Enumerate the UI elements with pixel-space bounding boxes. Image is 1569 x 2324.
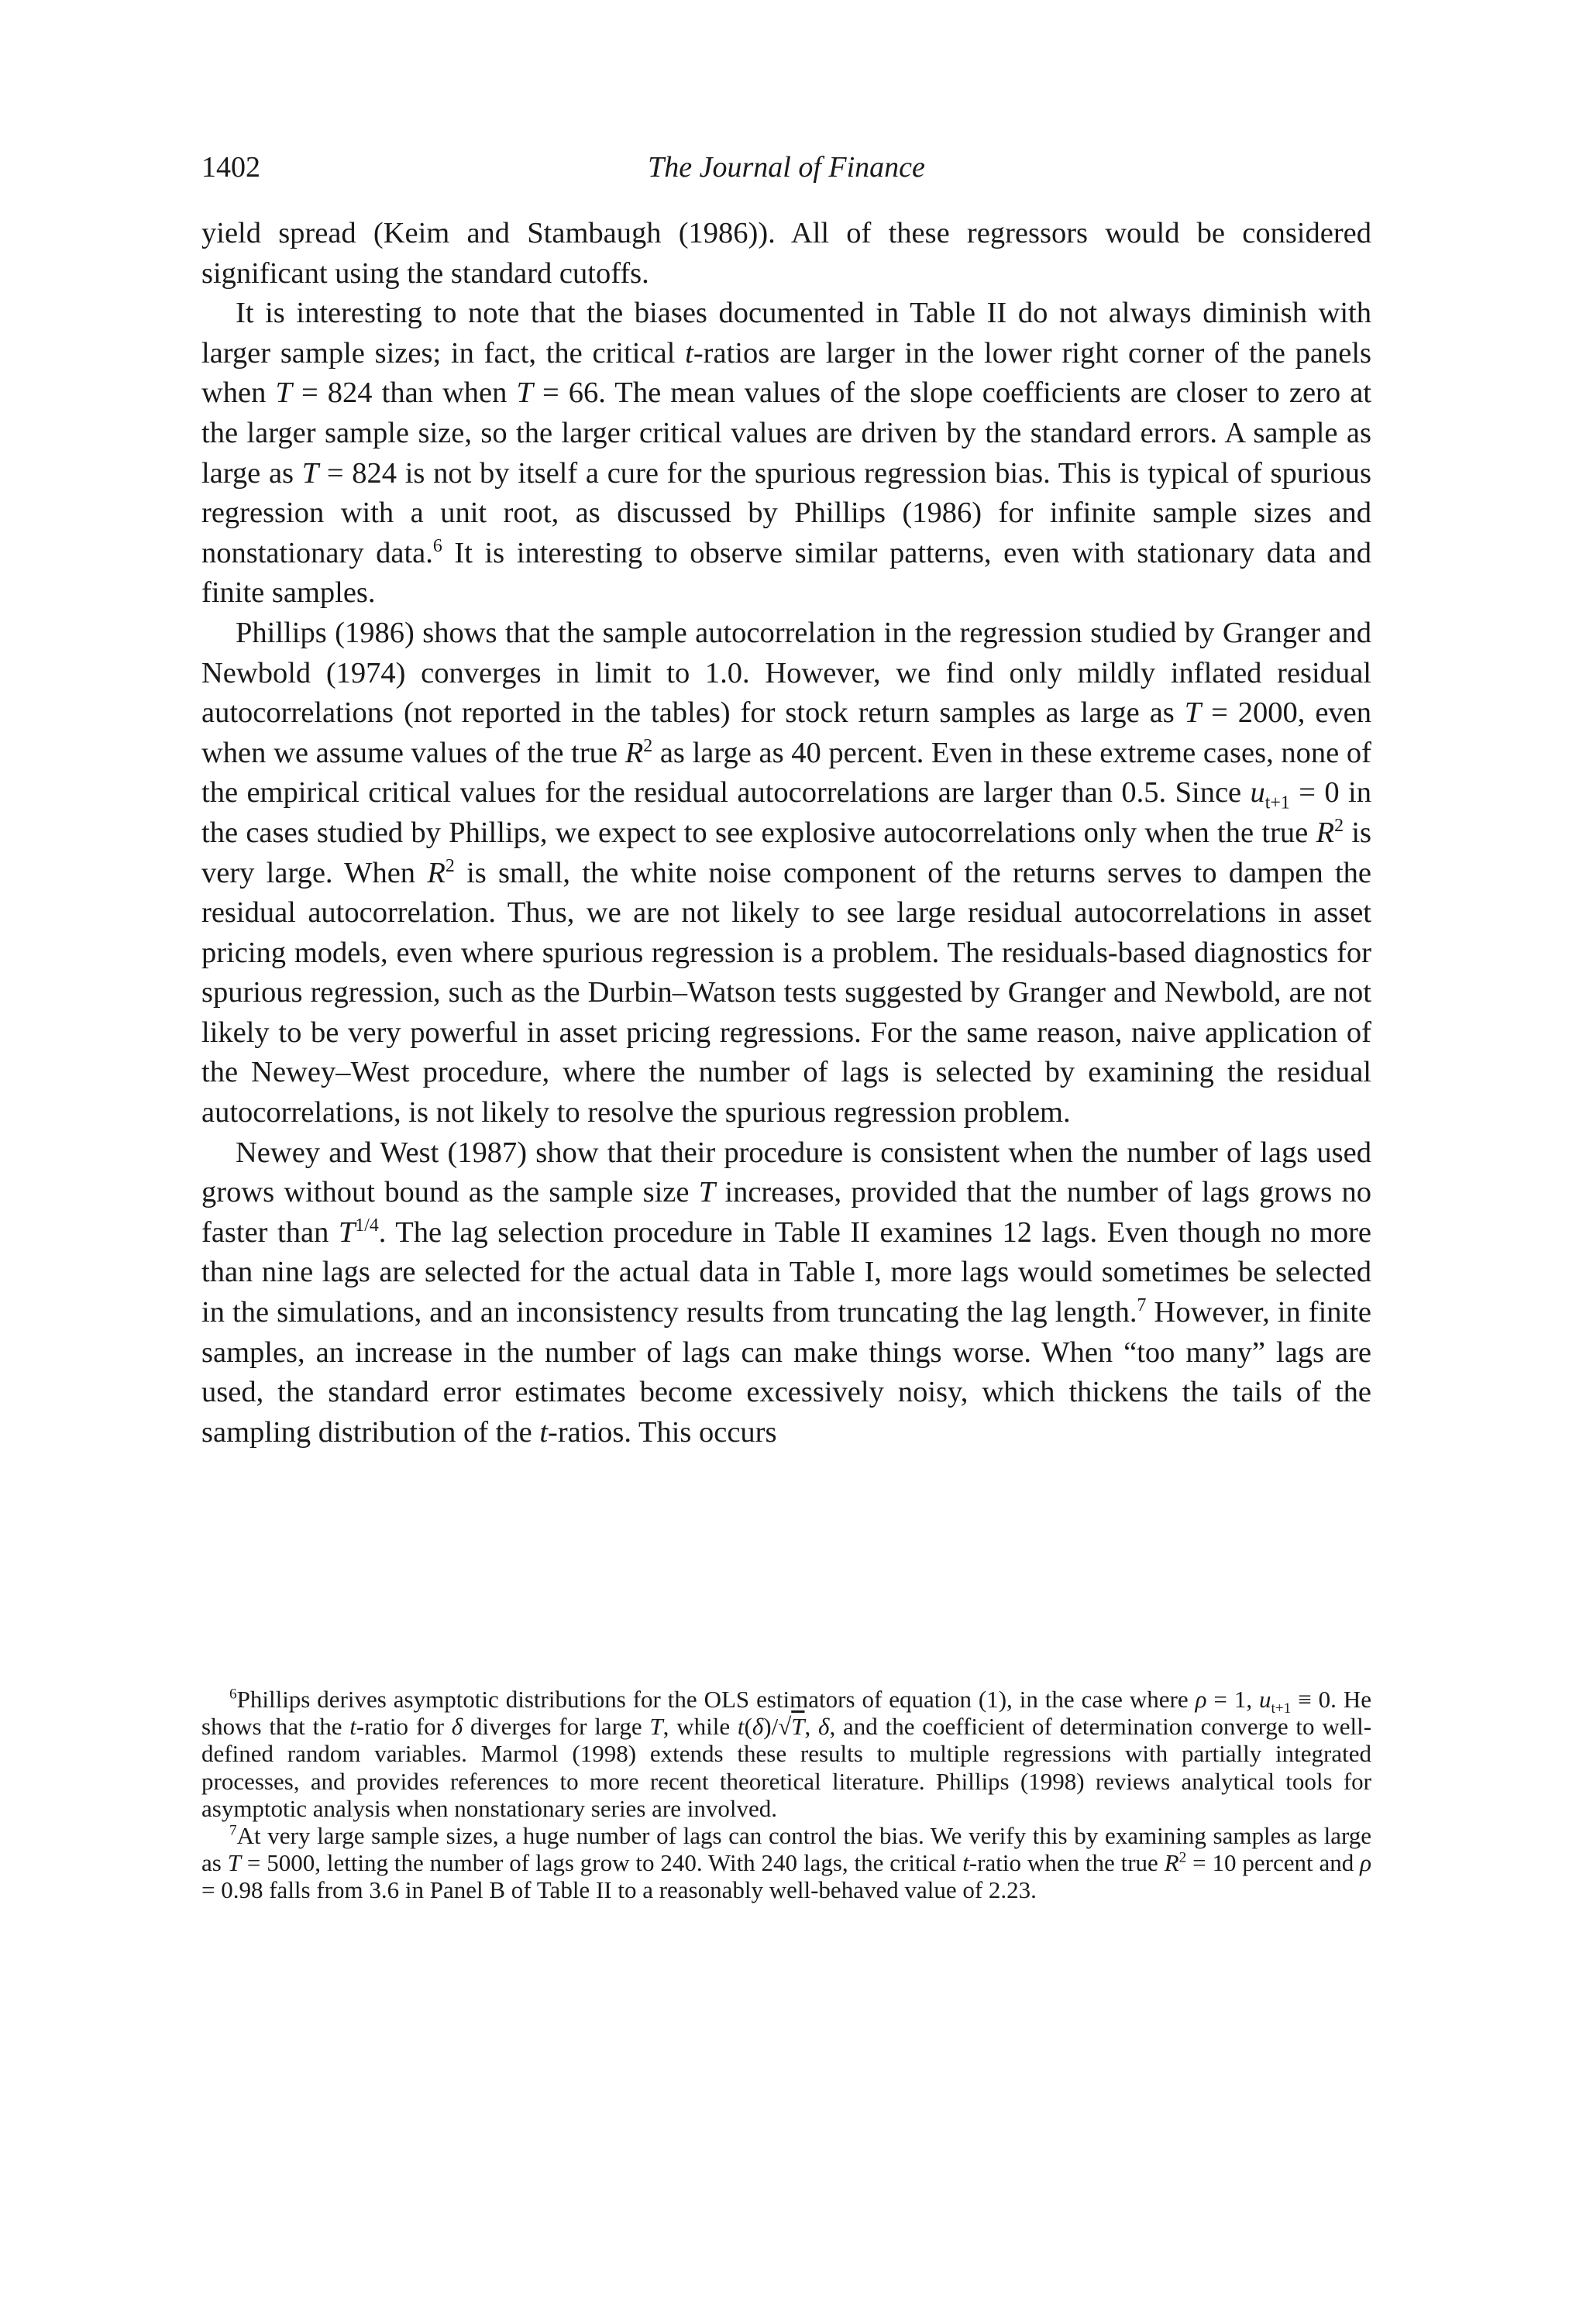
text-run: = 0.98 falls from 3.6 in Panel B of Table II to a reasonably well-behaved value of 2.23.	[201, 1876, 1037, 1904]
math-variable: T	[649, 1713, 663, 1741]
running-head	[201, 144, 1371, 191]
text-run: -ratios. This occurs	[548, 1415, 777, 1449]
text-run: ≡ 0. He shows that the	[201, 1686, 1371, 1741]
text-run: -ratio when the true	[969, 1849, 1165, 1877]
text-run: , and the coefficient of determination converge to well-defined random variables. Marmol (1998) extends these results to multiple regressions with partially integrated processes, and provides references to more recent theoretical literature. Phillips (1998) reviews analytical tools for asymptotic analysis when nonstationary series are involved.	[201, 1713, 1372, 1822]
footnote-ref-6[interactable]: 6	[432, 535, 442, 556]
footnote-mark: 6	[229, 1686, 237, 1703]
math-variable: T	[698, 1176, 716, 1209]
text-run: is small, the white noise component of the returns serves to dampen the residual autocorrelation. Thus, we are not likely to see large residual autocorrelations in asset pricing models, even where spurious regression is a problem. The residuals-based diagnostics for spurious regression, such as the Durbin–Watson tests suggested by Granger and Newbold, are not likely to be very powerful in asset pricing regressions. For the same reason, naive application of the Newey–West procedure, where the number of lags is selected by examining the residual autocorrelations, is not likely to resolve the spurious regression problem.	[201, 856, 1372, 1129]
math-variable: δ	[451, 1713, 463, 1741]
math-variable: T	[227, 1849, 241, 1877]
text-run: Newey and West (1987) show that their procedure is consistent when the number of lags used grows without bound as the sample size	[201, 1136, 1371, 1209]
paragraph-3	[201, 614, 1371, 1133]
text-run: increases, provided that the number of lags grows no faster than	[201, 1176, 1371, 1249]
text-run: is very large. When	[201, 816, 1371, 889]
text-run: At very large sample sizes, a huge number of lags can control the bias. We verify this by examining samples as large as	[201, 1822, 1371, 1877]
text-run: -ratio for	[356, 1713, 452, 1741]
math-variable: T	[301, 456, 319, 490]
text-run: )/√	[763, 1713, 792, 1741]
math-variable: R	[1164, 1849, 1179, 1877]
math-exponent: 2	[643, 735, 653, 756]
math-variable: T	[1184, 696, 1202, 730]
math-variable: t	[962, 1849, 969, 1877]
math-variable: R	[1316, 816, 1335, 849]
text-run: , while	[662, 1713, 738, 1741]
journal-page	[201, 144, 1372, 1904]
math-variable: t	[539, 1415, 549, 1449]
text-run: (	[744, 1713, 752, 1741]
text-run: It is interesting to note that the biases documented in Table II do not always diminish with larger sample sizes; in fact, the critical	[201, 297, 1371, 370]
math-subscript: t+1	[1264, 793, 1290, 813]
text-run: . The lag selection procedure in Table II examines 12 lags. Even though no more than nine lags are selected for the actual data in Table I, more lags would sometimes be selected in the simulations, and an inconsistency results from truncating the lag length.	[201, 1215, 1371, 1329]
text-run: -ratios are larger in the lower right corner of the panels when	[201, 336, 1372, 410]
text-run: as large as 40 percent. Even in these extreme cases, none of the empirical critical values for the residual autocorrelations are larger than 0.5. Since	[201, 736, 1371, 810]
footnote-7	[201, 1822, 1371, 1904]
math-variable: δ	[752, 1713, 764, 1741]
math-variable: ρ	[1360, 1849, 1371, 1877]
paragraph-1	[201, 214, 1371, 294]
footnote-mark: 7	[229, 1822, 237, 1839]
text-run: = 66. The mean values of the slope coefficients are closer to zero at the larger sample size, so the larger critical values are driven by the standard errors. A sample as large as	[201, 376, 1371, 490]
math-variable: u	[1250, 776, 1265, 810]
math-variable: δ	[818, 1713, 830, 1741]
text-run: = 824 is not by itself a cure for the spurious regression bias. This is typical of spurious regression with a unit root, as discussed by Phillips (1986) for infinite sample sizes and nonstationary data.	[201, 456, 1371, 569]
math-variable: ρ	[1195, 1686, 1207, 1713]
math-variable: t	[349, 1713, 356, 1741]
page-number: 1402	[201, 151, 260, 184]
journal-title: The Journal of Finance	[648, 151, 925, 184]
footnotes	[201, 1686, 1371, 1904]
text-run: It is interesting to observe similar patterns, even with stationary data and finite samples.	[201, 536, 1372, 610]
text-run: = 2000, even when we assume values of the true	[201, 696, 1371, 769]
footnote-6	[201, 1686, 1371, 1822]
text-run: However, in finite samples, an increase in the number of lags can make things worse. When “too many” lags are used, the standard error estimates become excessively noisy, which thickens the tails of the sampling distribution of the	[201, 1296, 1371, 1449]
math-variable: T	[516, 376, 533, 410]
math-variable: T	[791, 1713, 805, 1741]
text-run: ,	[804, 1713, 819, 1741]
math-subscript: t+1	[1271, 1700, 1292, 1717]
math-exponent: 2	[1334, 816, 1344, 837]
text-run: Phillips derives asymptotic distributions for the OLS estimators of equation (1), in the case where	[236, 1686, 1196, 1713]
body-text	[201, 214, 1371, 1452]
text-run: = 824 than when	[291, 376, 517, 410]
paragraph-4	[201, 1133, 1371, 1453]
text-run: = 5000, letting the number of lags grow to 240. With 240 lags, the critical	[240, 1849, 963, 1877]
text-run: = 1,	[1206, 1686, 1260, 1713]
text-run: = 10 percent and	[1186, 1849, 1361, 1877]
math-exponent: 2	[1178, 1849, 1187, 1866]
math-variable: t	[685, 336, 693, 370]
math-variable: t	[737, 1713, 745, 1741]
paragraph-2	[201, 294, 1371, 614]
footnote-ref-7[interactable]: 7	[1137, 1295, 1147, 1316]
paragraph-text: yield spread (Keim and Stambaugh (1986)). All of these regressors would be considered significant using the standard cutoffs.	[201, 217, 1371, 290]
math-variable: R	[427, 856, 446, 889]
text-run: Phillips (1986) shows that the sample autocorrelation in the regression studied by Granger and Newbold (1974) converges in limit to 1.0. However, we find only mildly inflated residual autocorrelations (not reported in the tables) for stock return samples as large as	[201, 616, 1371, 730]
text-run: diverges for large	[463, 1713, 650, 1741]
math-variable: R	[625, 736, 644, 769]
text-run: = 0 in the cases studied by Phillips, we expect to see explosive autocorrelations only when the true	[201, 776, 1371, 849]
math-exponent: 2	[445, 855, 455, 876]
math-exponent: 1/4	[355, 1215, 379, 1236]
math-variable: u	[1259, 1686, 1271, 1713]
math-variable: T	[338, 1215, 356, 1249]
math-variable: T	[275, 376, 292, 410]
